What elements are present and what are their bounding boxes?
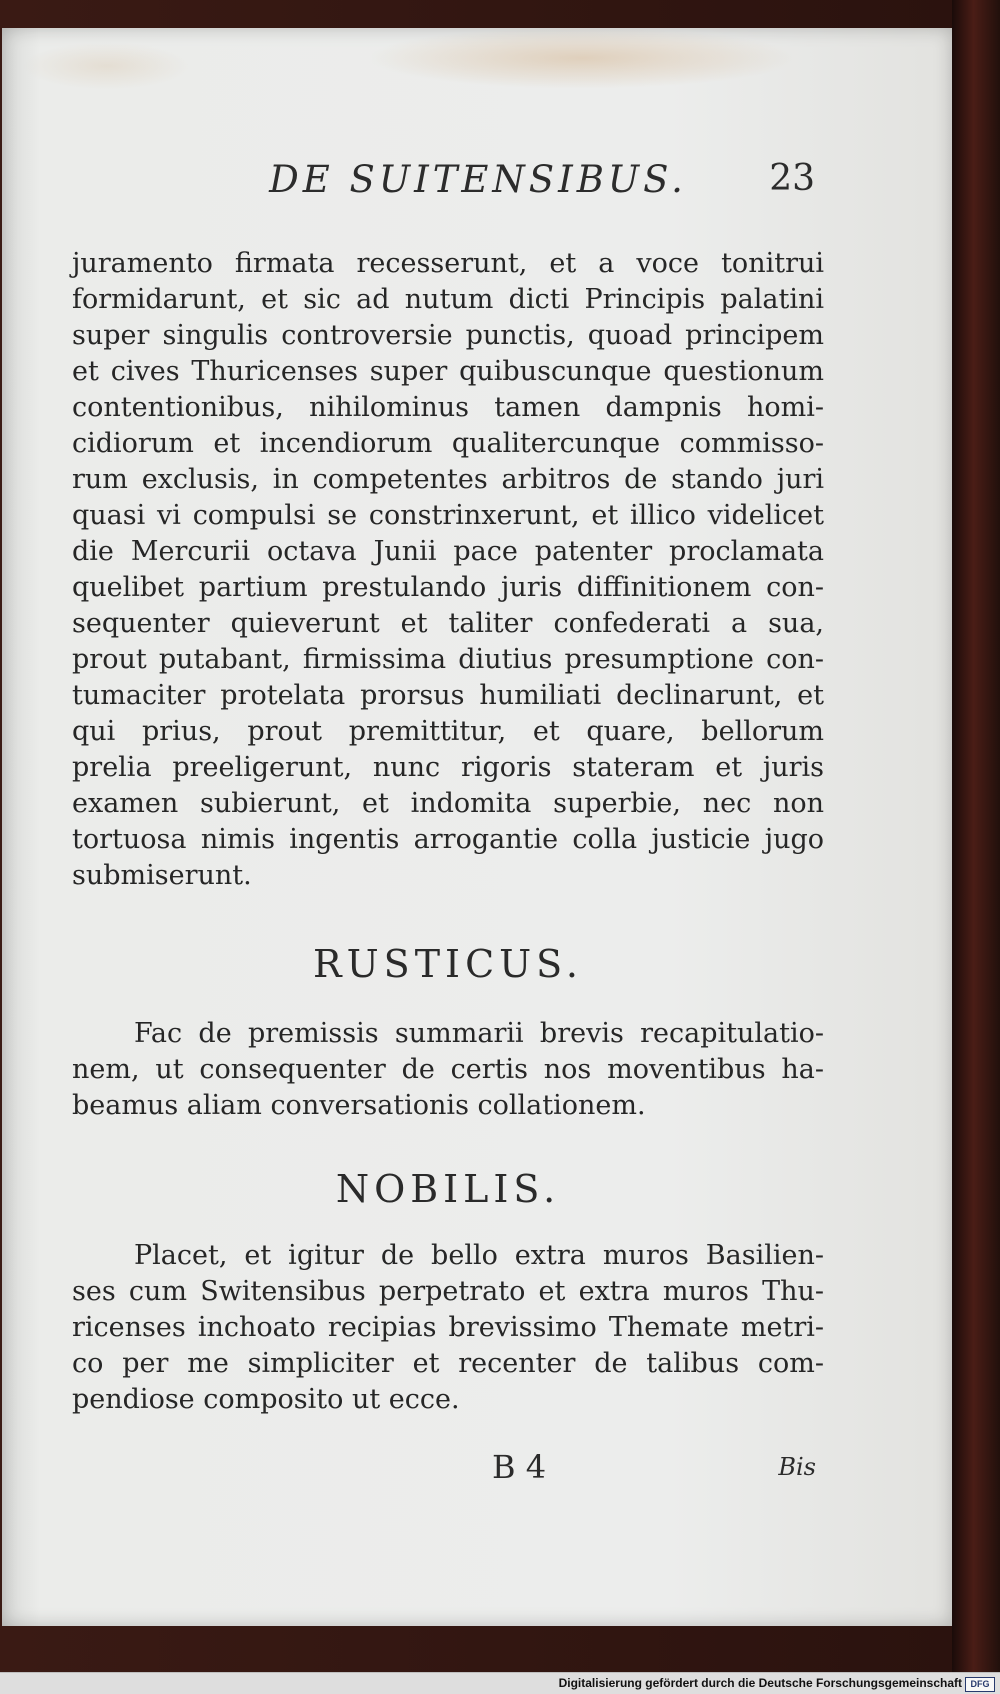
text-line: juramento firmata recesserunt, et a voce tonitrui <box>72 248 824 279</box>
page-number: 23 <box>769 158 815 199</box>
book-binding-edge <box>952 0 1000 1672</box>
text-line: qui prius, prout premittitur, et quare, bellorum <box>72 716 824 747</box>
text-line: super singulis controversie punctis, quoad principem <box>72 320 824 351</box>
text-line: examen subierunt, et indomita superbie, nec non <box>72 788 824 819</box>
text-line: ses cum Switensibus perpetrato et extra muros Thu- <box>72 1276 824 1307</box>
running-head: DE SUITENSIBUS. <box>269 158 687 201</box>
footer-credit: Digitalisierung gefördert durch die Deutsche Forschungsgemeinschaft <box>558 1676 962 1690</box>
text-line: prelia preeligerunt, nunc rigoris stateram et juris <box>72 752 824 783</box>
text-line: quelibet partium prestulando juris diffinitionem con- <box>72 572 824 603</box>
text-line: prout putabant, firmissima diutius presumptione con- <box>72 644 824 675</box>
dfg-logo: DFG <box>965 1677 995 1692</box>
text-line: cidiorum et incendiorum qualitercunque commisso- <box>72 428 824 459</box>
nobilis-paragraph <box>72 1238 824 1418</box>
text-line: co per me simpliciter et recenter de talibus com- <box>72 1348 824 1379</box>
text-line: tumaciter protelata prorsus humiliati declinarunt, et <box>72 680 824 711</box>
text-line: Fac de premissis summarii brevis recapitulatio- <box>134 1018 824 1049</box>
text-line: Placet, et igitur de bello extra muros Basilien- <box>134 1240 824 1271</box>
signature-mark: B 4 <box>492 1448 547 1486</box>
text-line: et cives Thuricenses super quibuscunque questionum <box>72 356 824 387</box>
speaker-heading-nobilis: NOBILIS. <box>335 1167 561 1211</box>
text-line: tortuosa nimis ingentis arrogantie colla justicie jugo <box>72 824 824 855</box>
catchword: Bis <box>778 1453 816 1481</box>
text-line: die Mercurii octava Junii pace patenter proclamata <box>72 536 824 567</box>
speaker-heading-rusticus: RUSTICUS. <box>313 942 583 986</box>
text-line: sequenter quieverunt et taliter confederati a sua, <box>72 608 824 639</box>
text-line: submiserunt. <box>72 860 252 891</box>
text-line: pendiose composito ut ecce. <box>72 1384 460 1415</box>
text-line: rum exclusis, in competentes arbitros de stando juri <box>72 464 824 495</box>
text-line: contentionibus, nihilominus tamen dampnis homi- <box>72 392 824 423</box>
text-line: beamus aliam conversationis collationem. <box>72 1090 646 1121</box>
text-line: nem, ut consequenter de certis nos moventibus ha- <box>72 1054 824 1085</box>
rusticus-paragraph <box>72 1016 824 1124</box>
digitization-footer <box>0 1672 1000 1694</box>
text-line: quasi vi compulsi se constrinxerunt, et illico videlicet <box>72 500 824 531</box>
book-page <box>2 28 952 1626</box>
text-line: formidarunt, et sic ad nutum dicti Principis palatini <box>72 284 824 315</box>
text-line: ricenses inchoato recipias brevissimo Themate metri- <box>72 1312 824 1343</box>
main-paragraph <box>72 246 824 894</box>
